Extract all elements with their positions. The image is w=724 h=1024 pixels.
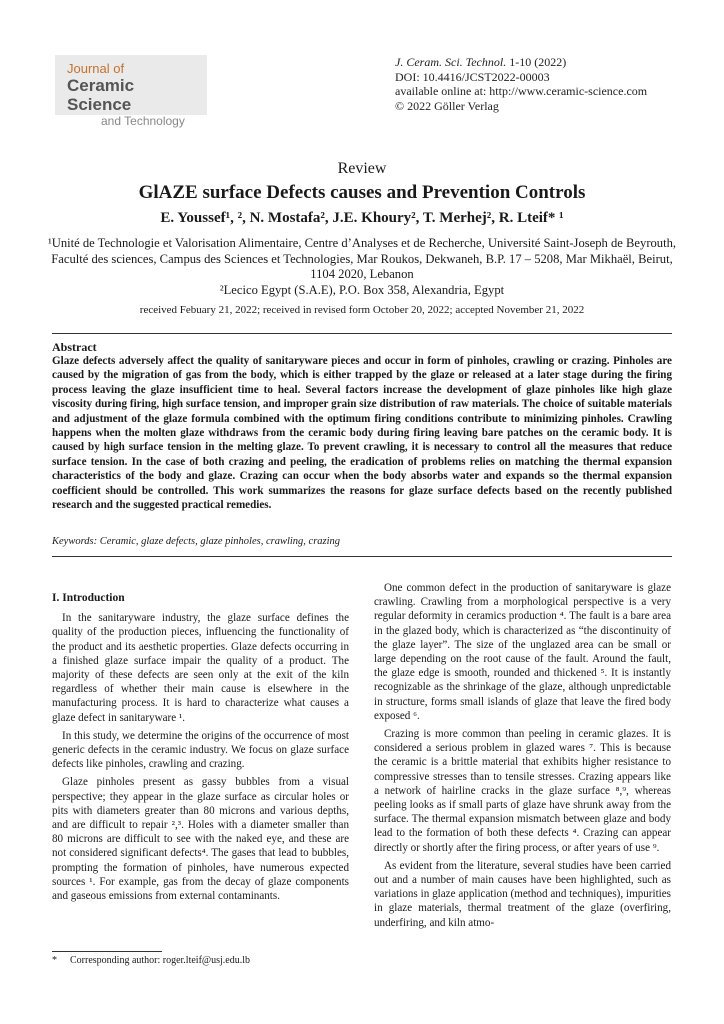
journal-name: J. Ceram. Sci. Technol. xyxy=(395,55,507,69)
abstract-top-rule xyxy=(52,333,672,334)
right-column xyxy=(374,581,671,934)
footnote-rule xyxy=(52,951,162,952)
left-column xyxy=(52,591,349,907)
affiliation-1: ¹Unité de Technologie et Valorisation Alimentaire, Centre d’Analyses et de Recherche, Université Saint-Joseph de Beyrouth, Faculté des sciences, Campus des Sciences et Technologies, Mar Roukos, Dekwaneh, B.P. 17 – 5208, Mar Mikhaël, Beirut, 1104 2020, Lebanon xyxy=(47,236,677,282)
journal-pages: 1-10 (2022) xyxy=(506,55,567,69)
copyright: © 2022 Göller Verlag xyxy=(395,98,499,113)
journal-logo xyxy=(55,55,207,128)
footnote-text: Corresponding author: roger.lteif@usj.edu.lb xyxy=(70,955,251,966)
article-type: Review xyxy=(337,160,387,177)
abstract-body: Glaze defects adversely affect the quality of sanitaryware pieces and occur in form of pinholes, crawling or crazing. Pinholes are caused by the migration of gas from the body, which is either trapped by the glaze or released at a later stage during the firing process leaving the glaze insufficient time to heal. Several factors increase the development of glaze pinholes like high glaze viscosity during firing, high surface tension, and improper grain size distribution of raw materials. The choice of suitable materials and adjustment of the glaze formula combined with the optimum firing conditions contribute to minimizing pinholes. Crawling happens when the molten glaze withdraws from the ceramic body during firing leaving bare patches on the ceramic body. It is caused by high surface tension in the melting glaze. To prevent crawling, it is necessary to control all the measures that reduce surface tension. In the case of both crazing and peeling, the eradication of problems relies on matching the thermal expansion characteristics of the body and glaze. Crazing can occur when the body absorbs water and expands so the thermal expansion coefficient should be controlled. This work summarizes the reasons for glaze surface defects based on the recently published research and the suggested practical remedies. xyxy=(52,355,672,512)
paragraph: Crazing is more common than peeling in ceramic glazes. It is considered a serious problem in glazed wares ⁷. This is because the ceramic is a brittle material that exhibits higher resistance to compressive stresses than to tensile stresses. Crazing appears like a network of hairline cracks in the glaze surface ⁸,⁹, whereas peeling looks as if small parts of glaze have shrunk away from the surface. The thermal expansion mismatch between glaze and body lead to the formation of both these defects ⁴. Crazing can appear directly or shortly after the firing process, or after years of use ⁹. xyxy=(374,728,671,854)
abstract-bottom-rule xyxy=(52,556,672,557)
footnote-marker: * xyxy=(52,955,57,966)
paragraph: One common defect in the production of sanitaryware is glaze crawling. Crawling from a morphological perspective is a very regular deformity in ceramics production ⁴. The fault is a bare area in the glazed body, which is characterized as “the discontinuity of the glaze layer”. The size of the unglazed area can be small or large depending on the root cause of the fault. Around the fault, the glaze edge is smooth, rounded and thickened ⁵. It is instantly recognizable as the shrinkage of the glaze, although unpredictable in structure, forms small islands of glaze that leave the fired body exposed ⁶. xyxy=(374,582,671,722)
citation-block xyxy=(395,55,647,113)
logo-line-3: and Technology xyxy=(101,114,185,128)
paragraph: In the sanitaryware industry, the glaze surface defines the quality of the production pieces, influencing the functionality of the product and its aesthetic properties. Glaze defects occurring in a finished glaze surface impair the quality of a product. The majority of these defects are seen only at the exit of the kiln regardless of whether their main cause is elsewhere in the manufacturing process. It is hard to characterize what causes a glaze defect in sanitaryware ¹. xyxy=(52,612,349,724)
doi: DOI: 10.4416/JCST2022-00003 xyxy=(395,69,550,84)
journal-citation xyxy=(395,55,647,70)
online-url: available online at: http://www.ceramic-science.com xyxy=(395,84,648,98)
logo-line-1: Journal of xyxy=(67,61,125,76)
paragraph: In this study, we determine the origins of the occurrence of most generic defects in the ceramic industry. We focus on glaze surface defects like pinholes, crawling and crazing. xyxy=(52,729,349,771)
logo-line-2: Ceramic Science xyxy=(67,76,135,114)
paragraph: Glaze pinholes present as gassy bubbles from a visual perspective; they appear in the glaze surface as circular holes or pits with diameters greater than 80 microns and various depths, and are difficult to repair ²,³. Holes with a diameter smaller than 80 microns are difficult to see with the naked eye, and these are not considered significant defects⁴. The gases that lead to bubbles, prompting the formation of pinholes, have numerous expected sources ¹. For example, gas from the decay of glaze components and gaseous emissions from external contaminants. xyxy=(52,776,349,903)
footnote xyxy=(52,955,250,966)
affiliation-2: ²Lecico Egypt (S.A.E), P.O. Box 358, Alexandria, Egypt xyxy=(219,282,505,297)
keywords: Keywords: Ceramic, glaze defects, glaze pinholes, crawling, crazing xyxy=(52,536,341,547)
author-list: E. Youssef¹, ², N. Mostafa², J.E. Khoury², T. Merhej², R. Lteif* ¹ xyxy=(160,210,564,226)
abstract-heading: Abstract xyxy=(52,340,97,354)
section-heading: I. Introduction xyxy=(52,592,125,604)
paragraph: As evident from the literature, several studies have been carried out and a number of main causes have been highlighted, such as variations in glaze application (method and techniques), impurities in glaze materials, thermal treatment of the glaze (overfiring, underfiring, and kiln atmo- xyxy=(374,859,671,929)
article-title: GlAZE surface Defects causes and Prevention Controls xyxy=(138,182,586,203)
affiliations xyxy=(40,236,684,298)
received-dates: received Febuary 21, 2022; received in revised form October 20, 2022; accepted November 21, 2022 xyxy=(139,304,585,316)
